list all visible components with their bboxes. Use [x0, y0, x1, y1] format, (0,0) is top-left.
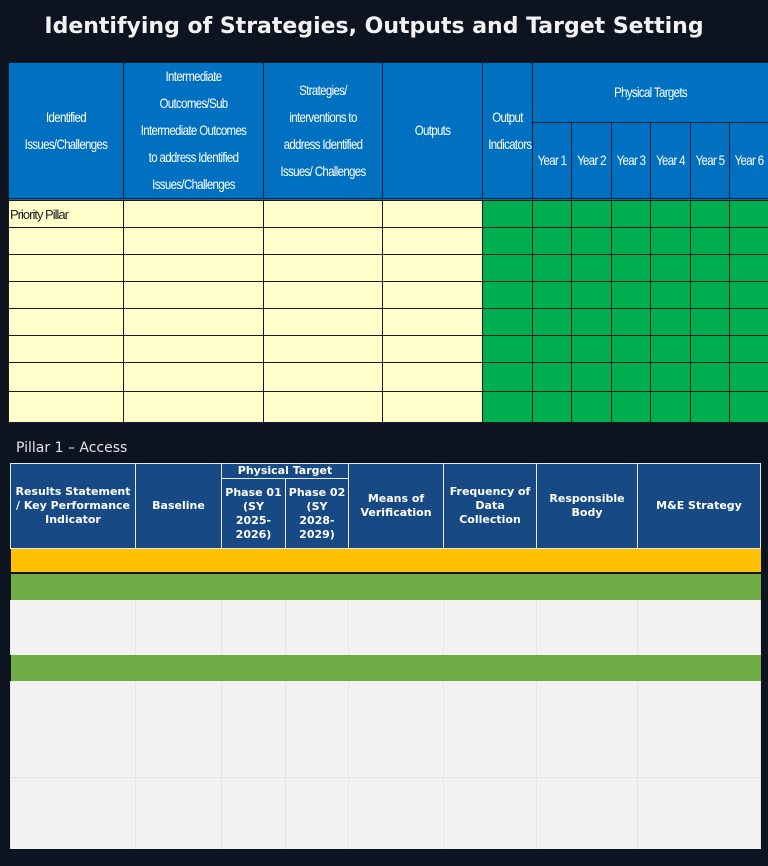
- baseline-cell[interactable]: [136, 681, 222, 777]
- indicator-cell[interactable]: [483, 228, 533, 255]
- means-cell[interactable]: [349, 681, 444, 777]
- target-cell[interactable]: [612, 228, 651, 255]
- header-frequency: Frequency of Data Collection: [444, 464, 537, 549]
- target-cell[interactable]: [691, 200, 730, 228]
- table-row: [11, 681, 761, 777]
- header-year-2: Year 2: [572, 122, 612, 199]
- table-row: [9, 282, 768, 309]
- header-outcomes: Intermediate Outcomes/Sub Intermediate Outcomes to address Identified Issues/Challenges: [124, 63, 264, 200]
- outcome-cell[interactable]: [124, 228, 264, 255]
- target-cell[interactable]: [651, 228, 691, 255]
- indicator-cell[interactable]: [483, 336, 533, 363]
- phase-01-cell[interactable]: [222, 777, 286, 849]
- indicator-cell[interactable]: [483, 282, 533, 309]
- header-baseline: Baseline: [136, 464, 222, 549]
- me-strategy-cell[interactable]: [638, 777, 761, 849]
- target-cell[interactable]: [572, 309, 612, 336]
- target-cell[interactable]: [651, 255, 691, 282]
- frequency-cell[interactable]: [444, 777, 537, 849]
- issue-cell[interactable]: [9, 282, 124, 309]
- table-row: [9, 228, 768, 255]
- green-band-row: [11, 655, 761, 681]
- frequency-cell[interactable]: [444, 600, 537, 655]
- gold-band-row: [11, 549, 761, 573]
- target-cell[interactable]: [572, 282, 612, 309]
- header-phase-02: Phase 02 (SY 2028-2029): [286, 479, 349, 549]
- target-cell[interactable]: [533, 392, 572, 423]
- target-cell[interactable]: [651, 392, 691, 423]
- header-me-strategy: M&E Strategy: [638, 464, 761, 549]
- output-cell[interactable]: [383, 309, 483, 336]
- table-row: [9, 255, 768, 282]
- header-year-6: Year 6: [730, 122, 768, 199]
- target-cell[interactable]: [691, 255, 730, 282]
- header-means-of-verification: Means of Verification: [349, 464, 444, 549]
- header-results-statement: Results Statement / Key Performance Indicator: [11, 464, 136, 549]
- results-cell[interactable]: [11, 777, 136, 849]
- me-strategy-cell[interactable]: [638, 600, 761, 655]
- target-cell[interactable]: [651, 282, 691, 309]
- header-year-5: Year 5: [691, 122, 730, 199]
- output-cell[interactable]: [383, 282, 483, 309]
- target-cell[interactable]: [612, 363, 651, 392]
- output-cell[interactable]: [383, 392, 483, 423]
- target-cell[interactable]: [730, 228, 768, 255]
- issue-cell[interactable]: [9, 363, 124, 392]
- target-cell[interactable]: [572, 228, 612, 255]
- target-cell[interactable]: [533, 228, 572, 255]
- target-cell[interactable]: [651, 309, 691, 336]
- responsible-cell[interactable]: [537, 600, 638, 655]
- header-issues: Identified Issues/Challenges: [9, 63, 124, 200]
- header-phase-01: Phase 01 (SY 2025-2026): [222, 479, 286, 549]
- phase-02-cell[interactable]: [286, 681, 349, 777]
- target-cell[interactable]: [730, 200, 768, 228]
- target-cell[interactable]: [612, 200, 651, 228]
- green-band-row: [11, 574, 761, 600]
- table-row: [11, 600, 761, 655]
- target-cell[interactable]: [730, 363, 768, 392]
- indicator-cell[interactable]: [483, 392, 533, 423]
- target-cell[interactable]: [651, 200, 691, 228]
- strategy-cell[interactable]: [264, 228, 383, 255]
- strategy-cell[interactable]: [264, 282, 383, 309]
- table-row: [9, 392, 768, 423]
- responsible-cell[interactable]: [537, 777, 638, 849]
- indicator-cell[interactable]: [483, 255, 533, 282]
- header-year-4: Year 4: [651, 122, 691, 199]
- target-cell[interactable]: [730, 282, 768, 309]
- baseline-cell[interactable]: [136, 600, 222, 655]
- strategy-cell[interactable]: [264, 309, 383, 336]
- phase-01-cell[interactable]: [222, 681, 286, 777]
- phase-01-cell[interactable]: [222, 600, 286, 655]
- outcome-cell[interactable]: [124, 336, 264, 363]
- indicator-cell[interactable]: [483, 309, 533, 336]
- target-cell[interactable]: [691, 228, 730, 255]
- target-cell[interactable]: [691, 363, 730, 392]
- header-responsible-body: Responsible Body: [537, 464, 638, 549]
- target-cell[interactable]: [572, 255, 612, 282]
- target-cell[interactable]: [691, 336, 730, 363]
- header-strategies: Strategies/ interventions to address Identified Issues/ Challenges: [264, 63, 383, 200]
- section-label: Pillar 1 – Access: [16, 440, 128, 456]
- table-row: [9, 309, 768, 336]
- strategy-cell[interactable]: [264, 363, 383, 392]
- target-cell[interactable]: [691, 282, 730, 309]
- strategy-cell[interactable]: [264, 336, 383, 363]
- results-cell[interactable]: [11, 600, 136, 655]
- target-cell[interactable]: [691, 392, 730, 423]
- target-cell[interactable]: [612, 255, 651, 282]
- strategy-cell[interactable]: [264, 392, 383, 423]
- phase-02-cell[interactable]: [286, 777, 349, 849]
- indicator-cell[interactable]: [483, 363, 533, 392]
- header-physical-target: Physical Target: [222, 464, 349, 479]
- output-cell[interactable]: [383, 336, 483, 363]
- target-cell[interactable]: [730, 255, 768, 282]
- issue-cell[interactable]: [9, 228, 124, 255]
- header-outputs: Outputs: [383, 63, 483, 200]
- table-row: [9, 363, 768, 392]
- header-year-1: Year 1: [533, 122, 572, 199]
- header-physical-targets: Physical Targets: [533, 63, 768, 123]
- target-cell[interactable]: [730, 392, 768, 423]
- header-output-indicators: Output Indicators: [483, 63, 533, 200]
- table-row: [9, 336, 768, 363]
- strategy-cell[interactable]: [264, 200, 383, 228]
- target-cell[interactable]: [730, 309, 768, 336]
- indicator-cell[interactable]: [483, 200, 533, 228]
- output-cell[interactable]: [383, 255, 483, 282]
- outcome-cell[interactable]: [124, 363, 264, 392]
- phase-02-cell[interactable]: [286, 600, 349, 655]
- outcome-cell[interactable]: [124, 309, 264, 336]
- target-cell[interactable]: [612, 392, 651, 423]
- target-cell[interactable]: [533, 336, 572, 363]
- output-cell[interactable]: [383, 200, 483, 228]
- target-cell[interactable]: [533, 200, 572, 228]
- target-cell[interactable]: [572, 336, 612, 363]
- header-year-3: Year 3: [612, 122, 651, 199]
- me-strategy-cell[interactable]: [638, 681, 761, 777]
- frequency-cell[interactable]: [444, 681, 537, 777]
- page-title: Identifying of Strategies, Outputs and Target Setting: [44, 14, 704, 39]
- pillar-access-table: [10, 463, 761, 849]
- target-cell[interactable]: [533, 363, 572, 392]
- target-cell[interactable]: [651, 336, 691, 363]
- target-cell[interactable]: [730, 336, 768, 363]
- results-cell[interactable]: [11, 681, 136, 777]
- strategies-table: [8, 62, 768, 423]
- target-cell[interactable]: [572, 200, 612, 228]
- table-row: [11, 777, 761, 849]
- outcome-cell[interactable]: [124, 255, 264, 282]
- output-cell[interactable]: [383, 363, 483, 392]
- target-cell[interactable]: [691, 309, 730, 336]
- outcome-cell[interactable]: [124, 282, 264, 309]
- priority-pillar-label: Priority Pillar: [9, 200, 124, 228]
- issue-cell[interactable]: [9, 336, 124, 363]
- target-cell[interactable]: [651, 363, 691, 392]
- table-row: [9, 200, 768, 228]
- issue-cell[interactable]: [9, 392, 124, 423]
- outcome-cell[interactable]: [124, 392, 264, 423]
- baseline-cell[interactable]: [136, 777, 222, 849]
- issue-cell[interactable]: [9, 255, 124, 282]
- responsible-cell[interactable]: [537, 681, 638, 777]
- target-cell[interactable]: [612, 309, 651, 336]
- issue-cell[interactable]: [9, 309, 124, 336]
- strategy-cell[interactable]: [264, 255, 383, 282]
- means-cell[interactable]: [349, 600, 444, 655]
- target-cell[interactable]: [533, 309, 572, 336]
- target-cell[interactable]: [612, 336, 651, 363]
- target-cell[interactable]: [572, 392, 612, 423]
- target-cell[interactable]: [533, 282, 572, 309]
- outcome-cell[interactable]: [124, 200, 264, 228]
- output-cell[interactable]: [383, 228, 483, 255]
- target-cell[interactable]: [612, 282, 651, 309]
- target-cell[interactable]: [572, 363, 612, 392]
- target-cell[interactable]: [533, 255, 572, 282]
- means-cell[interactable]: [349, 777, 444, 849]
